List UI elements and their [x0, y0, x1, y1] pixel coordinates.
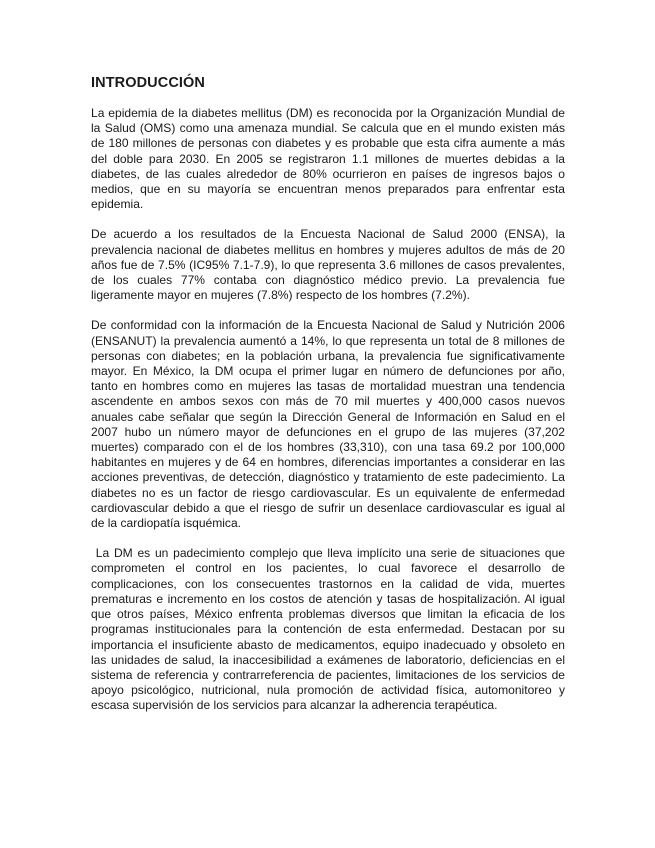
paragraph-ensa-2000: De acuerdo a los resultados de la Encuesta Nacional de Salud 2000 (ENSA), la prevalencia nacional de diabetes mellitus en hombres y mujeres adultos de más de 20 años fue de 7.5% (IC95% 7.1-7.9), lo que representa 3.6 millones de casos prevalentes, de los cuales 77% contaba con diagnóstico médico previo. La prevalencia fue ligeramente mayor en mujeres (7.8%) respecto de los hombres (7.2%).	[91, 227, 565, 303]
paragraph-ensanut-2006: De conformidad con la información de la Encuesta Nacional de Salud y Nutrición 2006 (ENSANUT) la prevalencia aumentó a 14%, lo que representa un total de 8 millones de personas con diabetes; en la población urbana, la prevalencia fue significativamente mayor. En México, la DM ocupa el primer lugar en número de defunciones por año, tanto en hombres como en mujeres las tasas de mortalidad muestran una tendencia ascendente en ambos sexos con más de 70 mil muertes y 400,000 casos nuevos anuales cabe señalar que según la Dirección General de Información en Salud en el 2007 hubo un número mayor de defunciones en el grupo de las mujeres (37,202 muertes) comparado con el de los hombres (33,310), con una tasa 69.2 por 100,000 habitantes en mujeres y de 64 en hombres, diferencias importantes a considerar en las acciones preventivas, de detección, diagnóstico y tratamiento de este padecimiento. La diabetes no es un factor de riesgo cardiovascular. Es un equivalente de enfermedad cardiovascular debido a que el riesgo de sufrir un desenlace cardiovascular es igual al de la cardiopatía isquémica.	[91, 318, 565, 531]
document-page	[91, 74, 569, 729]
paragraph-epidemia: La epidemia de la diabetes mellitus (DM) es reconocida por la Organización Mundial de la Salud (OMS) como una amenaza mundial. Se calcula que en el mundo existen más de 180 millones de personas con diabetes y es probable que esta cifra aumente a más del doble para 2030. En 2005 se registraron 1.1 millones de muertes debidas a la diabetes, de las cuales alrededor de 80% ocurrieron en países de ingresos bajos o medios, que en su mayoría se encuentran menos preparados para enfrentar esta epidemia.	[91, 106, 565, 212]
section-title: INTRODUCCIÓN	[91, 75, 205, 91]
paragraph-padecimiento-complejo: La DM es un padecimiento complejo que lleva implícito una serie de situaciones que comprometen el control en los pacientes, lo cual favorece el desarrollo de complicaciones, con los consecuentes trastornos en la calidad de vida, muertes prematuras e incremento en los costos de atención y tasas de hospitalización. Al igual que otros países, México enfrenta problemas diversos que limitan la eficacia de los programas institucionales para la contención de esta enfermedad. Destacan por su importancia el insuficiente abasto de medicamentos, equipo inadecuado y obsoleto en las unidades de salud, la inaccesibilidad a exámenes de laboratorio, deficiencias en el sistema de referencia y contrarreferencia de pacientes, limitaciones de los servicios de apoyo psicológico, nutricional, nula promoción de actividad física, automonitoreo y escasa supervisión de los servicios para alcanzar la adherencia terapéutica.	[91, 546, 569, 713]
